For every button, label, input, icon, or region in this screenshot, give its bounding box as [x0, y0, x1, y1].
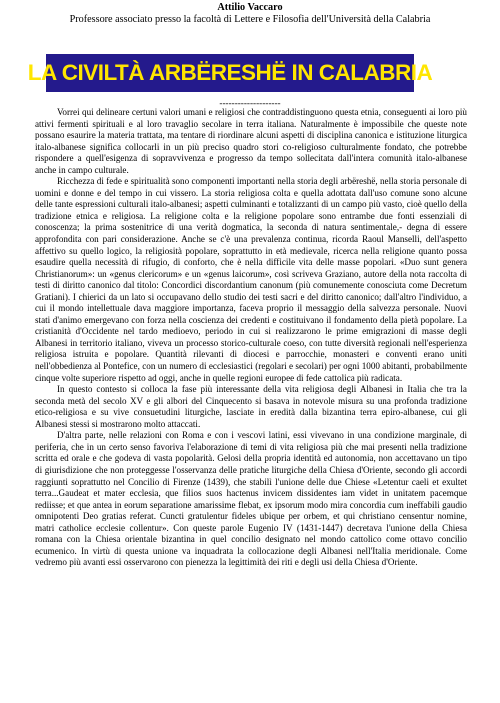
paragraph-3: In questo contesto si colloca la fase più interessante della vita religiosa degli Albanesi in Italia che tra la seconda metà del secolo XV e gli albori del Cinquecento si basava in notevole misura su una profonda tradizione etico-religiosa e su vive consuetudini liturgiche, lasciate in eredità dalla bizantina terra epiro-albanese, cui gli Albanesi stessi si mostrarono molto attaccati.: [35, 384, 467, 429]
title-banner: [27, 54, 433, 92]
paragraph-4: D'altra parte, nelle relazioni con Roma e con i vescovi latini, essi vivevano in una condizione marginale, di periferia, che in un certo senso favoriva l'elaborazione di temi di vita religiosa più che mai presenti nella tradizione scritta ed orale e che godeva di vasta popolarità. Gelosi della propria identità ed autonomia, non accettavano un tipo di giurisdizione che non proteggesse l'osservanza delle pratiche liturgiche della Chiesa d'Oriente, secondo gli accordi raggiunti soprattutto nel Concilio di Firenze (1439), che stabilì l'unione delle due Chiese «Letentur caeli et exultet terra...Gaudeat et mater ecclesia, que filios suos hactenus invicem dissidentes iam videt in unitatem pacemque rediisse; et que antea in eorum separatione amarissime flebat, ex ipsorum modo mira concordia cum ineffabili gaudio omnipotenti Deo gratias referat. Cuncti gratulentur fideles ubique per orbem, et qui christiano censentur nomine, matri catholice ecclesie collentur». Con queste parole Eugenio IV (1431-1447) decretava l'unione della Chiesa romana con la Chiesa orientale bizantina in quel concilio designato nel mondo cattolico come ottavo concilio ecumenico. In virtù di questa unione va inquadrata la collocazione degli Albanesi nell'Italia meridionale. Come vedremo più avanti essi osservarono con pienezza la legittimità dei riti e degli usi della Chiesa d'Oriente.: [35, 430, 467, 568]
paragraph-1: Vorrei qui delineare certuni valori umani e religiosi che contraddistinguono questa etnia, conseguenti ai loro più attivi fermenti spirituali e al loro travaglio secolare in terra italiana. Naturalmente è impossibile che queste note possano esaurire la materia trattata, ma tentare di riordinare alcuni aspetti di disciplina canonica e istituzione liturgica italo-albanese significa collocarli in un più preciso quadro stori co-religioso culturalmente fondato, che potrebbe rispondere a quell'esigenza di sopravvivenza e progresso da tempo sollecitata dall'intera comunità italo-albanese anche in campo culturale.: [35, 107, 467, 175]
author-name: Attilio Vaccaro: [217, 2, 283, 13]
banner-title: LA CIVILTÀ ARBËRESHË IN CALABRIA: [27, 60, 433, 85]
article-body: [35, 107, 467, 569]
article-header: [0, 0, 500, 26]
separator-line: --------------------: [219, 98, 281, 108]
author-affiliation: Professore associato presso la facoltà di Lettere e Filosofia dell'Università della Calabria: [69, 14, 431, 25]
paragraph-2: Ricchezza di fede e spiritualità sono componenti importanti nella storia degli arbëreshë, nella storia personale di uomini e donne e del tempo in cui vissero. La storia religiosa colta e quella adottata dall'uso comune sono alcune delle tante espressioni culturali italo-albanesi; aspetti culminanti e totalizzanti di un campo più vasto, cioè quello della tradizione etnica e religiosa. La religione colta e la religione popolare sono entrambe due fonti essenziali di conoscenza; la prima sostenitrice di una verità dogmatica, la seconda di natura sentimentale,- degna di essere approfondita con pari considerazione. Anche se c'è una prevalenza continua, ricorda Raoul Manselli, dell'aspetto affettivo su quello logico, la religiosità popolare, soprattutto in età medievale, ricerca nella religione quanto possa esaudire quella necessità di rifugio, di conforto, che è nella difficile vita delle masse popolari. «Duo sunt genera Christianorum»: un «genus clericorum» e un «genus laicorum», così scriveva Graziano, autore della nota raccolta di testi di diritto canonico dal titolo: Concordici discordantium canonum (più comunemente conosciuta come Decretum Gratiani). I chierici da un lato si occupavano dello studio dei testi sacri e del diritto canonico; dall'altro l'individuo, a cui il mondo intellettuale dava maggiore importanza, faceva proprio il messaggio della salvezza personale. Nuovi stati d'animo emergevano con forza nella coscienza dei credenti e costituivano il fondamento della pietà popolare. La cristianità d'Occidente nel tardo medioevo, periodo in cui si realizzarono le prime emigrazioni di masse degli Albanesi in territorio italiano, viveva un processo storico-culturale coeso, con tutte diversità regionali nell'esperienza religiosa istruita e popolare. Quantità rilevanti di diocesi e parrocchie, monasteri e conventi erano uniti nell'obbedienza al Pontefice, con un numero di ecclesiastici (regolari e secolari) per ogni 1000 abitanti, probabilmente cinque volte superiore rispetto ad oggi, anche in quelle regioni europee di fede cattolica più radicata.: [35, 176, 467, 383]
